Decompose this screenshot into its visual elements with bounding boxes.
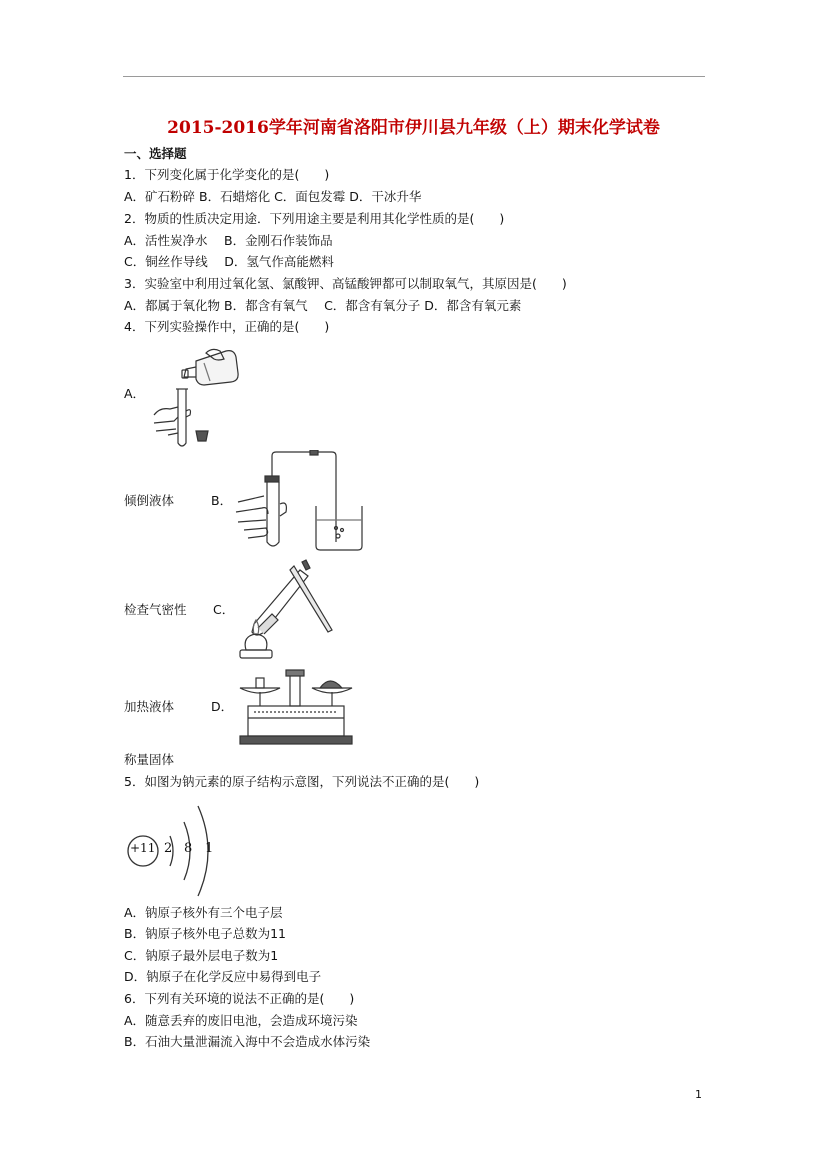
section-heading: 一、选择题 bbox=[124, 146, 187, 161]
q3-options: A．都属于氧化物 B．都含有氧气 C．都含有氧分子 D．都含有氧元素 bbox=[124, 298, 522, 313]
q4-caption-b: 检查气密性 bbox=[124, 602, 187, 617]
heating-liquid-illustration bbox=[232, 558, 337, 664]
q3-stem: 3．实验室中利用过氧化氢、氯酸钾、高锰酸钾都可以制取氧气，其原因是( ) bbox=[124, 276, 567, 291]
q2-options-ab: A．活性炭净水 B．金刚石作装饰品 bbox=[124, 233, 333, 248]
q4-stem: 4．下列实验操作中，正确的是( ) bbox=[124, 319, 330, 334]
sodium-atom-diagram bbox=[124, 798, 224, 902]
q5-stem: 5．如图为钠元素的原子结构示意图，下列说法不正确的是( ) bbox=[124, 774, 480, 789]
q5-option-d: D．钠原子在化学反应中易得到电子 bbox=[124, 969, 322, 984]
q4-label-a: A． bbox=[124, 386, 146, 401]
shell-2-electrons: 8 bbox=[184, 841, 193, 856]
header-rule bbox=[123, 76, 705, 77]
q1-options: A．矿石粉碎 B．石蜡熔化 C．面包发霉 D．干冰升华 bbox=[124, 189, 422, 204]
q6-option-b: B．石油大量泄漏流入海中不会造成水体污染 bbox=[124, 1034, 371, 1049]
balance-illustration bbox=[234, 666, 356, 748]
q4-label-c: C． bbox=[213, 602, 235, 617]
q1-stem: 1．下列变化属于化学变化的是( ) bbox=[124, 167, 330, 182]
q2-options-cd: C．铜丝作导线 D．氢气作高能燃料 bbox=[124, 254, 334, 269]
shell-1-electrons: 2 bbox=[164, 841, 173, 856]
page-title: 2015-2016学年河南省洛阳市伊川县九年级（上）期末化学试卷 bbox=[167, 118, 660, 138]
q6-stem: 6．下列有关环境的说法不正确的是( ) bbox=[124, 991, 355, 1006]
q4-caption-a: 倾倒液体 bbox=[124, 493, 175, 508]
nucleus-charge: +11 bbox=[130, 841, 156, 855]
q4-label-d: D． bbox=[211, 699, 234, 714]
q2-stem: 2．物质的性质决定用途．下列用途主要是利用其化学性质的是( ) bbox=[124, 211, 505, 226]
airtightness-check-illustration bbox=[232, 450, 364, 555]
pouring-liquid-illustration bbox=[146, 345, 241, 450]
q5-option-b: B．钠原子核外电子总数为11 bbox=[124, 926, 286, 941]
shell-3-electrons: 1 bbox=[205, 841, 214, 856]
q4-caption-c: 加热液体 bbox=[124, 699, 175, 714]
q4-label-b: B． bbox=[211, 493, 233, 508]
q5-option-a: A．钠原子核外有三个电子层 bbox=[124, 905, 283, 920]
q6-option-a: A．随意丢弃的废旧电池，会造成环境污染 bbox=[124, 1013, 358, 1028]
q5-option-c: C．钠原子最外层电子数为1 bbox=[124, 948, 279, 963]
q4-caption-d: 称量固体 bbox=[124, 752, 175, 767]
page-number: 1 bbox=[695, 1088, 702, 1101]
